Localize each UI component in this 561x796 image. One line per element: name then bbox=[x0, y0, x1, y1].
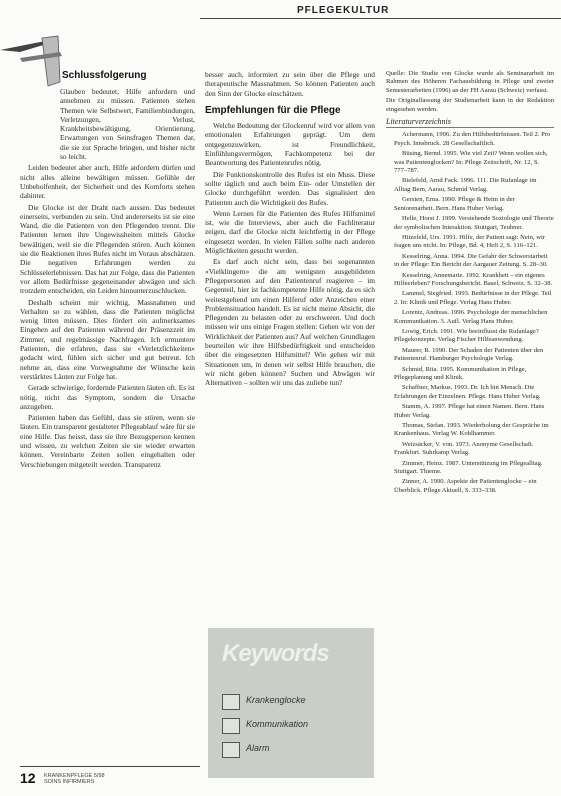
paragraph: Die Glocke ist der Draht nach aussen. Das bedeutet einerseits, verbunden zu sein. Und andererseits ist sie eine Wand, die die Patienten von den Pflegenden trennt. Die Patienten lernen ihre Ungewissheiten mittels Glocke bewältigen, weil sie die Pflegenden stören. Auch können sie die Reaktionen ihres Rufes nicht im Voraus abschätzen. Die negativen Erfahrungen werden zu Schlüsselerlebnissen. Das hat zur Folge, dass die Patienten vor allem Bedürfnisse gegeneinander abwägen und sich trotzdem entscheiden, ein Leiden hinnunterzuschlucken. bbox=[20, 202, 195, 296]
paragraph: Patienten haben das Gefühl, dass sie stören, wenn sie läuten. Ein transparent gestalteter Pflegeablauf wäre für sie eine Hilfe. Das heisst, dass sie ihre Bezugsperson kennen und wissen, zu welchen Zeiten sie sie wieder erwarten können. Vereinbarte Zeiten sollen eingehalten oder Verschiebungen mitgeteilt werden. Transparenz bbox=[20, 413, 195, 469]
journal-line: KRANKENPFLEGE 5/98 bbox=[44, 773, 105, 779]
reference-item: Lorentz, Andreas. 1996. Psychologie der menschlichen Kommunikation. 3. Aufl. Verlag Hans Huber. bbox=[394, 309, 548, 325]
keyword-label: Kommunikation bbox=[246, 719, 309, 729]
reference-item: Lammel, Siegfried. 1993. Bedürfnisse in der Pflege. Teil 2. In: Klinik und Pflege. Verlag Hans Huber. bbox=[394, 290, 552, 306]
bell-hanger-graphic bbox=[0, 22, 60, 82]
paragraph: besser auch, informiert zu sein über die Pflege und therapeutische Massnahmen. So können Patienten auch den Sinn der Glocke einschätzen. bbox=[205, 70, 375, 98]
reference-item: Zimmer, Heinz. 1987. Unterstützung im Pflegealltag. Stuttgart. Thieme. bbox=[394, 459, 543, 476]
reference-item: Thomas, Stefan. 1993. Wiederholung der Gespräche im Krankenhaus. Verlag W. Kohlhammer. bbox=[394, 422, 549, 438]
page-number: 12 bbox=[20, 770, 36, 786]
page-footer bbox=[20, 770, 220, 790]
reference-item: Stamm, A. 1997. Pflege hat einen Namen. Bern. Hans Huber Verlag. bbox=[394, 403, 545, 419]
conclusion-heading: Schlussfolgerung bbox=[62, 70, 147, 81]
keyword-item bbox=[222, 716, 362, 734]
reference-item: Kesselring, Anna. 1994. Die Gefahr der Schwerstarbeit in der Pflege: Ein Bericht der Aargauer Zeitung. S. 28–30. bbox=[394, 252, 548, 269]
source-note: Quelle: Die Studie von Glocke wurde als Seminararbeit im Rahmen des Höheren Fachausbildung in Pflege und zweier Semesterarbeiten (1996) an der FH Aarau (Schweiz) verfasst. bbox=[386, 70, 554, 94]
keyword-item bbox=[222, 692, 362, 710]
recommendations-heading: Empfehlungen für die Pflege bbox=[205, 104, 341, 116]
paragraph: Leiden bedeutet aber auch, Hilfe anfordern dürfen und nicht alles alleine bewältigen müssen. Gefühle der Unbeholfenheit, der Sicherheit und des Komforts stehen dahinter. bbox=[20, 163, 195, 201]
reference-item: Schaffner, Markus. 1993. Dr. Ich bin Mensch. Die Erfahrungen der Einzelnen. Pflege. Hans Huber Verlag. bbox=[394, 384, 541, 400]
literature-heading: Literaturverzeichnis bbox=[386, 118, 554, 128]
reference-item: Maurer, R. 1990. Der Schaden der Patienten über den Patientenruf. Hamburger Psychologie Verlag. bbox=[394, 346, 544, 363]
reference-list bbox=[386, 131, 554, 495]
reference-item: Zinner, A. 1990. Aspekte der Patientenglocke – ein Überblick. Pflege Aktuell, S. 333–338. bbox=[394, 478, 537, 494]
reference-item: Lowig, Erich. 1991. Wie beeinflusst die Rufanlage? Pflegekonzepte. Verlag Fischer Hilfeanwendung. bbox=[394, 327, 539, 344]
paragraph: Die Funktionskontrolle des Rufes ist ein Muss. Diese sollte täglich und auch beim Ein- oder Umstellen der Glocke durchgeführt werden. Das signalisiert den Patienten auch die Wichtigkeit des Rufes. bbox=[205, 169, 375, 207]
journal-name bbox=[44, 773, 105, 785]
paragraph: Deshalb scheint mir wichtig, Massnahmen und Verhalten so zu wählen, dass die Patienten möglichst wenig litten müssen. Dies fördert ein aufmerksames Eingehen auf den Patienten während der Präsenzzeit im Zimmer, und regelmässige Nachfragen. Ich ermuntere Patienten, die erfahren, dass sie «Verletzlichkeiten» gedacht wird, fühlen sich sicher und gut betreut. Ich nehme an, dass eine Vorwegnahme der Wünsche kein verstärktes Läuten zur Folge hat. bbox=[20, 297, 195, 381]
column-left bbox=[20, 87, 195, 471]
journal-line: SOINS INFIRMIERS bbox=[44, 779, 95, 785]
reference-item: Achermann, 1996. Zu den Hilfsbedürfnissen. Teil 2. Pro Psych. Innsbruck. 28 Gesellschaftlich. bbox=[394, 131, 551, 147]
reference-item: Bielefeld, Arnd Fack. 1996. 111. Die Rufanlage im Alltag Bern, Aarau, Schmid Verlag. bbox=[394, 177, 537, 193]
section-title: PFLEGEKULTUR bbox=[297, 5, 390, 16]
keyword-checkbox-icon bbox=[222, 718, 240, 734]
keyword-label: Alarm bbox=[246, 743, 270, 753]
column-right bbox=[386, 70, 554, 497]
keyword-item bbox=[222, 740, 362, 758]
paragraph: Wenn Lernen für die Patienten des Rufes Hilfsmittel ist, wie die Interviews, aber auch die Fachliteratur zeigen, darf die Glocke nicht leichtfertig in der Pflege eingesetzt werden. In vielen Fällen sollte nach anderen Möglichkeiten gesucht werden. bbox=[205, 208, 375, 256]
source-note: Die Originalfassung der Studienarbeit kann in der Redaktion eingesehen werden. bbox=[386, 97, 554, 113]
reference-item: Kesselring, Annemarie. 1992. Krankheit – ein eigenes Hilfeerleben? Forschungsbericht. Basel, Schweiz. S. 32–38. bbox=[394, 271, 553, 287]
reference-item: Helle, Horst J. 1999. Verstehende Soziologie und Theorie der symbolischen Interaktion. Stuttgart, Teubner. bbox=[394, 215, 554, 231]
keyword-checkbox-icon bbox=[222, 694, 240, 710]
reference-item: Schmid, Rita. 1995. Kommunikation in Pflege, Pflegeplanung und Klinik. bbox=[394, 365, 527, 381]
keywords-title: Keywords bbox=[222, 640, 329, 667]
paragraph: Gerade schwierige, fordernde Patienten läuten oft. Es ist nötig, nicht das Symptom, sondern die Ursache anzugehen. bbox=[20, 383, 195, 411]
reference-item: Hitzefeld, Urs. 1991. Hilfe, der Patient sagt: Nein, wir fragen uns nicht. In: Pflege, Bd. 4, Heft 2, S. 116–121. bbox=[394, 233, 546, 250]
reference-item: Gersten, Erna. 1990. Pflege & Heim in der Seniorenarbeit. Bern. Hans Huber Verlag. bbox=[394, 196, 515, 212]
page-header bbox=[0, 0, 561, 22]
keyword-label: Krankenglocke bbox=[246, 695, 306, 705]
footer-rule bbox=[20, 766, 200, 767]
column-middle bbox=[205, 70, 375, 390]
reference-item: Büsing, Bernd. 1995. Wie viel Zeit? Wenn wollen sich, was Patientenglocken? In: Pflege Zeitschrift, Nr. 12, S. 777–787. bbox=[394, 150, 548, 175]
keywords-box bbox=[208, 628, 374, 778]
paragraph: Welche Bedeutung der Glockenruf wird vor allem von emotionalen Erfahrungen geprägt. Um dem entgegenzuwirken, ist Freundlichkeit, Einfühlungsvermögen, Fachkompetenz bei der Beantwortung des Patientenrufes nötig. bbox=[205, 121, 375, 168]
header-rule bbox=[200, 18, 561, 19]
paragraph: Es darf auch nicht sein, dass bei sogenannten «Vielklingern» die am wenigsten ausgebildeten Pflegepersonen auf den Patientenruf reagieren – im Gegenteil, hier ist fachkompetente Hilfe nötig, da es sich weitestgehend um einen Hilferuf oder Anzeichen einer Problemsituation handelt. Es ist nicht meine Absicht, die Pflegenden zu belasten oder zu erschweren. Und doch müssen wir uns einige Fragen stellen: Gehen wir von der Wirklichkeit der Patienten aus? Auf welchen Grundlagen beurteilen wir ihre Hilfsbedürftigkeit und entscheiden über die eingesetzten Hilfsmittel? Wie gehen wir mit Situationen um, in denen wir selbst Hilfe brauchen, die wir nicht geben können? Suchen und Abwägen wir Alternativen – sollten wir uns das zuliebe tun? bbox=[205, 257, 375, 388]
reference-item: Weizsäcker, V. von. 1973. Anonyme Gesellschaft. Frankfurt. Suhrkamp Verlag. bbox=[394, 440, 534, 457]
paragraph: Glauben bedeutet, Hilfe anfordern und annehmen zu müssen. Patienten stehen Themen wie Selbstwert, Familienbindungen, Verletzungen, Verlust, Krankheitsbewältigung, Orientierung, Erwartungen von Seinsfragen Themen dar, die sie zur Sprache bringen, und bisher nicht so leicht. bbox=[60, 87, 195, 162]
keyword-checkbox-icon bbox=[222, 742, 240, 758]
